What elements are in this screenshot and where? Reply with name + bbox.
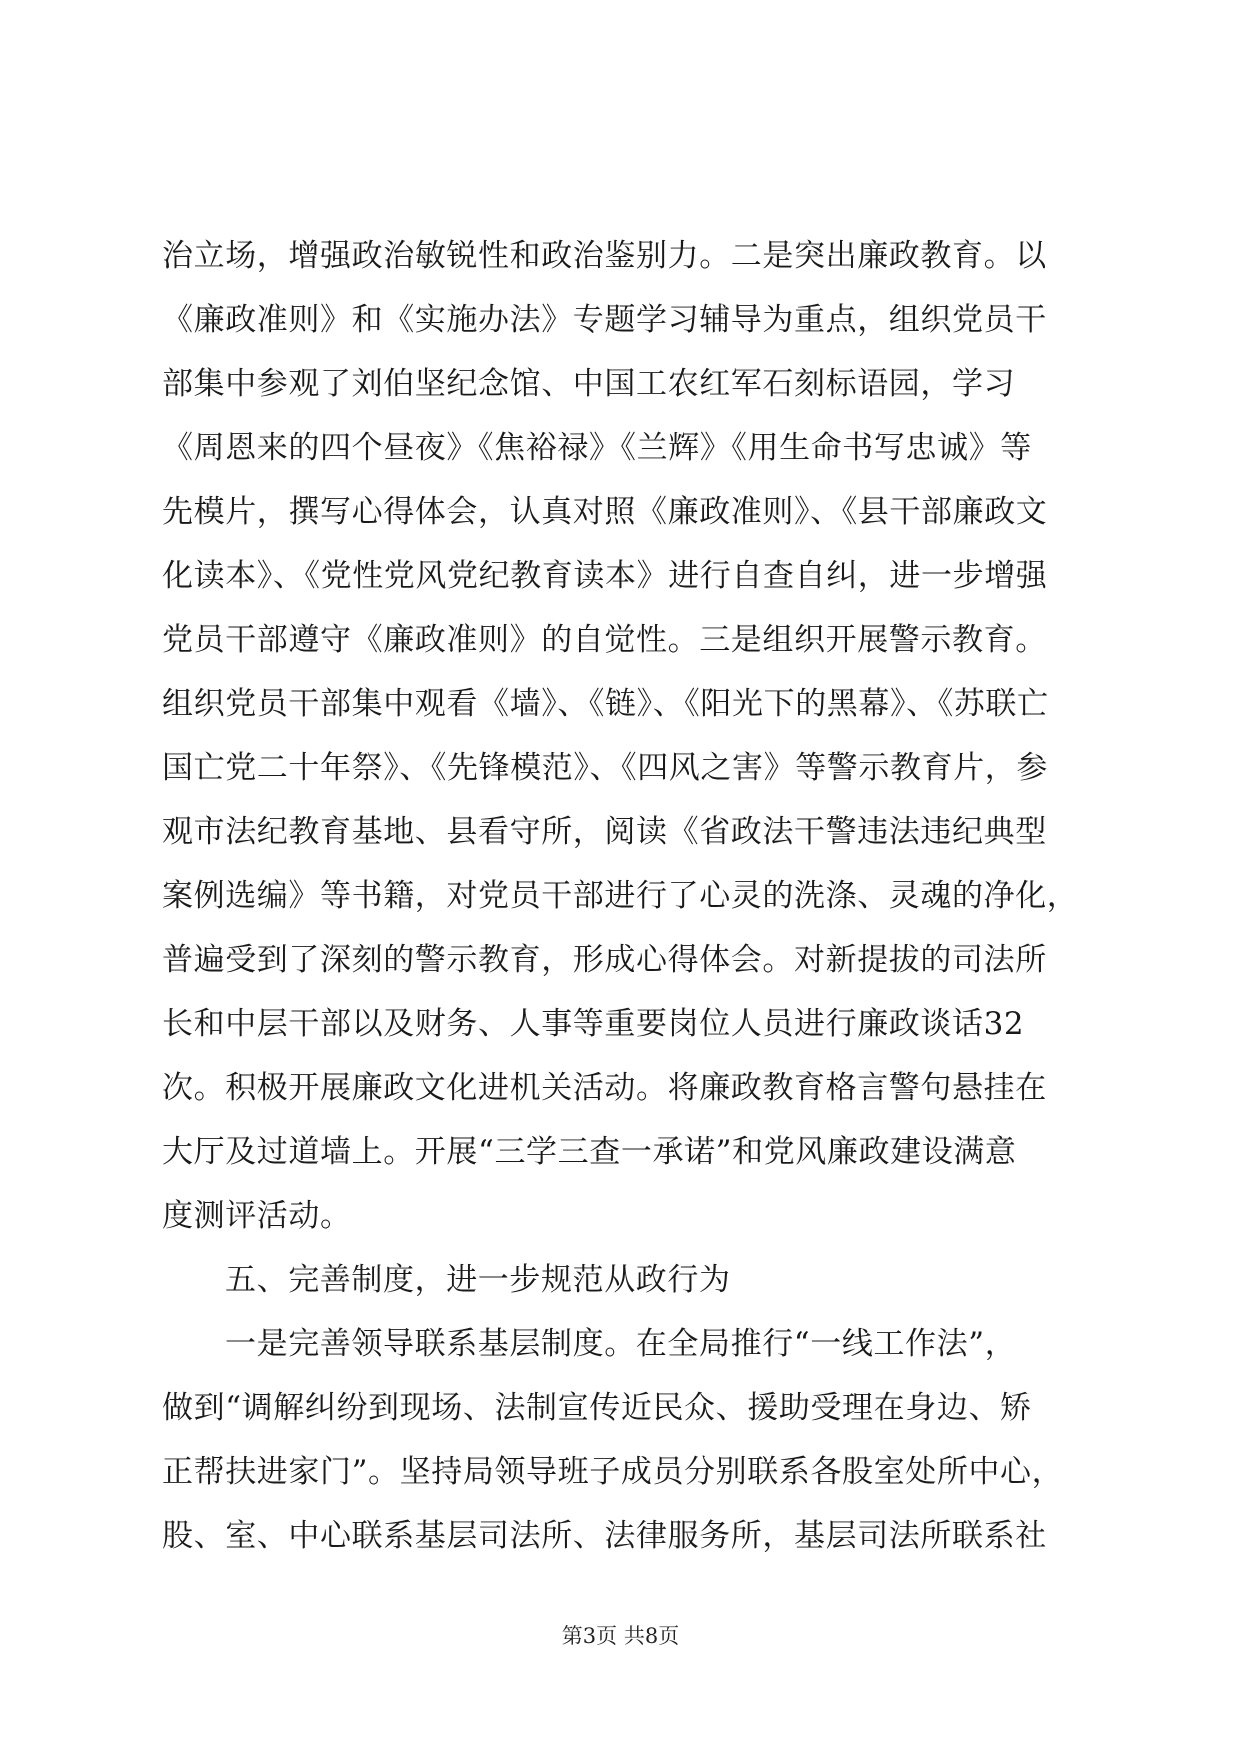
text-line: 先模片，撰写心得体会，认真对照《廉政准则》、《县干部廉政文 (162, 494, 1048, 530)
text-line: 普遍受到了深刻的警示教育，形成心得体会。对新提拔的司法所 (162, 942, 1047, 978)
text-line: 大厅及过道墙上。开展“三学三查一承诺”和党风廉政建设满意 (162, 1134, 1017, 1170)
body-text (162, 224, 1082, 1568)
text-line: 治立场，增强政治敏锐性和政治鉴别力。二是突出廉政教育。以 (162, 238, 1047, 274)
section-heading: 五、完善制度，进一步规范从政行为 (225, 1262, 731, 1298)
text-line: 《周恩来的四个昼夜》《焦裕禄》《兰辉》《用生命书写忠诚》等 (162, 430, 1032, 466)
text-line: 化读本》、《党性党风党纪教育读本》进行自查自纠，进一步增强 (162, 558, 1048, 594)
text-line: 正帮扶进家门”。坚持局领导班子成员分别联系各股室处所中心， (162, 1454, 1064, 1490)
text-line: 长和中层干部以及财务、人事等重要岗位人员进行廉政谈话32 (162, 1006, 1025, 1042)
text-line: 《廉政准则》和《实施办法》专题学习辅导为重点，组织党员干 (162, 302, 1047, 338)
text-line: 组织党员干部集中观看《墙》、《链》、《阳光下的黑幕》、《苏联亡 (162, 686, 1049, 722)
text-line: 做到“调解纠纷到现场、法制宣传近民众、援助受理在身边、矫 (162, 1390, 1032, 1426)
text-line: 案例选编》等书籍，对党员干部进行了心灵的洗涤、灵魂的净化， (162, 878, 1079, 914)
text-line: 一是完善领导联系基层制度。在全局推行“一线工作法”， (225, 1326, 1017, 1362)
text-line: 部集中参观了刘伯坚纪念馆、中国工农红军石刻标语园，学习 (162, 366, 1016, 402)
page-footer: 第3页 共8页 (561, 1624, 680, 1648)
text-line: 次。积极开展廉政文化进机关活动。将廉政教育格言警句悬挂在 (162, 1070, 1047, 1106)
text-line: 股、室、中心联系基层司法所、法律服务所，基层司法所联系社 (162, 1518, 1047, 1554)
text-line: 党员干部遵守《廉政准则》的自觉性。三是组织开展警示教育。 (162, 622, 1047, 658)
text-line: 国亡党二十年祭》、《先锋模范》、《四风之害》等警示教育片，参 (162, 750, 1048, 786)
text-line: 度测评活动。 (162, 1198, 352, 1234)
text-line: 观市法纪教育基地、县看守所，阅读《省政法干警违法违纪典型 (162, 814, 1047, 850)
